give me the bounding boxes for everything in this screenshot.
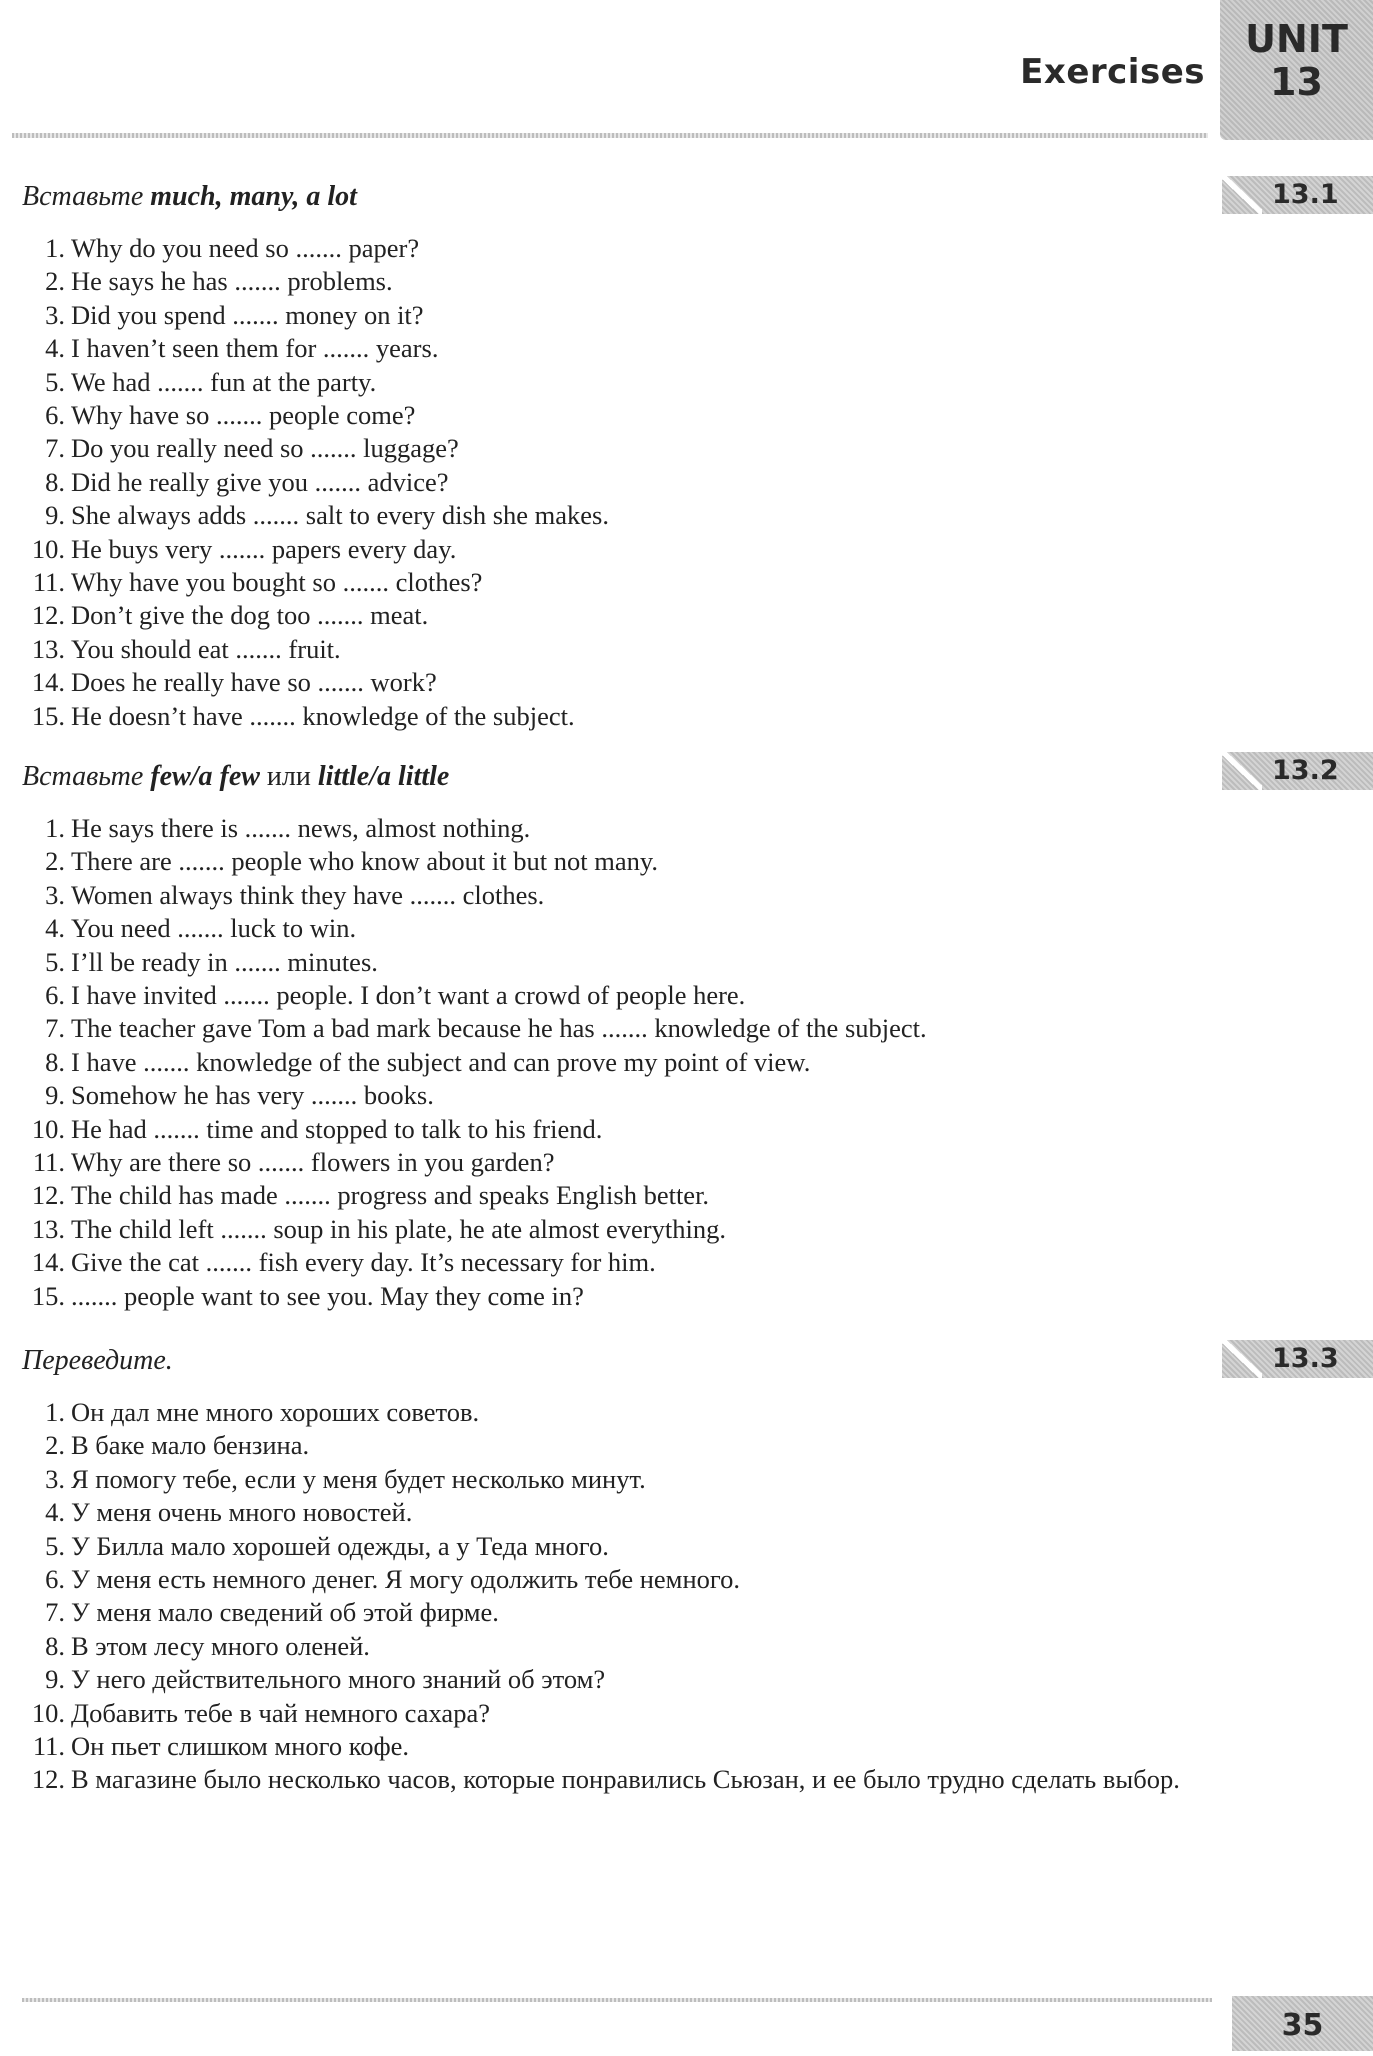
item-text: Why do you need so ....... paper? [71,233,420,263]
bottom-divider [22,1998,1212,2002]
item-number: 6. [45,980,65,1011]
item-number: 2. [45,266,65,297]
instruction-keywords-2: little/a little [317,761,450,792]
exercise-item [22,1697,1202,1730]
exercise-item [22,812,1202,845]
item-text: Do you really need so ....... luggage? [71,433,459,464]
exercise-item [22,946,1202,979]
item-number: 3. [45,879,65,910]
item-number: 7. [45,1013,65,1044]
item-number: 5. [45,1530,65,1561]
item-text: Don’t give the dog too ....... meat. [71,600,429,631]
item-text: Добавить тебе в чай немного сахара? [71,1697,490,1728]
exercise-tag-13-3: 13.3 [1222,1340,1373,1378]
exercise-instruction [22,1344,1202,1378]
item-text: The child left ....... soup in his plate, he ate almost everything. [71,1213,726,1244]
item-text: Why have you bought so ....... clothes? [71,567,483,598]
item-text: I’ll be ready in ....... minutes. [71,946,378,977]
exercise-instruction [22,760,1202,794]
item-number: 11. [32,1147,65,1178]
exercise-item [22,1012,1202,1045]
item-text: Did you spend ....... money on it? [71,299,424,330]
item-number: 11. [32,1731,65,1762]
item-number: 8. [45,1630,65,1661]
item-number: 13. [31,633,65,664]
page-title: Exercises [1020,52,1205,92]
instruction-keywords: few/a few [150,761,260,792]
item-number: 9. [45,1664,65,1695]
instruction-connector: или [266,761,311,792]
item-text: You should eat ....... fruit. [71,633,341,664]
unit-number: 13 [1270,60,1323,104]
exercise-item [22,1730,1202,1763]
instruction-prefix: Переведите. [22,1345,173,1376]
item-number: 8. [45,466,65,497]
exercise-item [22,1079,1202,1112]
item-number: 4. [45,333,65,364]
item-number: 7. [45,433,65,464]
item-text: У Билла мало хорошей одежды, а у Теда много. [71,1530,609,1561]
instruction-prefix: Вставьте [22,761,144,792]
item-number: 2. [45,846,65,877]
exercise-item [22,432,1202,465]
exercise-list [22,232,1202,733]
item-text: В баке мало бензина. [71,1430,310,1461]
item-text: You need ....... luck to win. [71,913,357,944]
item-number: 1. [45,813,65,843]
exercise-item [22,466,1202,499]
top-divider [12,133,1208,138]
item-text: Did he really give you ....... advice? [71,466,449,497]
instruction-prefix: Вставьте [22,181,144,212]
item-number: 2. [45,1430,65,1461]
exercise-item [22,1046,1202,1079]
item-number: 15. [31,700,65,731]
instruction-keywords: much, many, a lot [150,181,357,212]
exercise-item [22,1280,1202,1313]
item-text: She always adds ....... salt to every dish she makes. [71,500,609,531]
item-text: I haven’t seen them for ....... years. [71,333,439,364]
exercise-item [22,845,1202,878]
exercise-instruction [22,180,1202,214]
item-number: 6. [45,400,65,431]
unit-label: UNIT [1245,17,1348,61]
exercise-13-2 [22,760,1202,1313]
item-number: 12. [31,1180,65,1211]
item-number: 14. [31,667,65,698]
item-number: 10. [31,1697,65,1728]
item-text: I have invited ....... people. I don’t want a crowd of people here. [71,980,746,1011]
item-text: I have ....... knowledge of the subject and can prove my point of view. [71,1046,811,1077]
exercise-item [22,1530,1202,1563]
item-text: He buys very ....... papers every day. [71,533,457,564]
item-number: 12. [31,600,65,631]
item-number: 10. [31,1113,65,1144]
exercise-13-3 [22,1344,1202,1797]
item-text: Why are there so ....... flowers in you garden? [71,1147,555,1178]
exercise-item [22,265,1202,298]
exercise-item [22,1596,1202,1629]
exercise-item [22,1763,1202,1796]
exercise-item [22,700,1202,733]
page-number: 35 [1232,1996,1373,2051]
exercise-item [22,1396,1202,1429]
exercise-item [22,533,1202,566]
exercise-item [22,1463,1202,1496]
item-text: Give the cat ....... fish every day. It’s necessary for him. [71,1247,656,1278]
exercise-item [22,1663,1202,1696]
item-number: 14. [31,1247,65,1278]
item-text: The child has made ....... progress and speaks English better. [71,1180,710,1211]
exercise-item [22,499,1202,532]
item-number: 5. [45,946,65,977]
item-number: 3. [45,1463,65,1494]
item-text: He says he has ....... problems. [71,266,393,297]
item-number: 9. [45,1080,65,1111]
item-text: Somehow he has very ....... books. [71,1080,434,1111]
item-number: 1. [45,233,65,263]
item-number: 1. [45,1397,65,1427]
item-number: 10. [31,533,65,564]
exercise-item [22,366,1202,399]
item-number: 9. [45,500,65,531]
exercise-item [22,1179,1202,1212]
exercise-item [22,1429,1202,1462]
item-text: У меня очень много новостей. [71,1497,413,1528]
exercise-item [22,633,1202,666]
item-text: В магазине было несколько часов, которые понравились Сьюзан, и ее было трудно сделать выбор. [71,1764,1180,1795]
item-number: 3. [45,299,65,330]
item-text: Women always think they have ....... clothes. [71,879,545,910]
exercise-list [22,1396,1202,1797]
exercise-item [22,666,1202,699]
item-text: He says there is ....... news, almost nothing. [71,813,531,843]
exercise-item [22,1246,1202,1279]
exercise-tag-13-1: 13.1 [1222,176,1373,214]
item-number: 15. [31,1280,65,1311]
item-number: 13. [31,1213,65,1244]
item-text: The teacher gave Tom a bad mark because he has ....... knowledge of the subject. [71,1013,927,1044]
unit-badge [1220,0,1373,140]
item-text: Does he really have so ....... work? [71,667,437,698]
item-text: He doesn’t have ....... knowledge of the subject. [71,700,575,731]
exercise-item [22,566,1202,599]
exercise-item [22,912,1202,945]
exercise-item [22,1113,1202,1146]
exercise-list [22,812,1202,1313]
item-number: 5. [45,366,65,397]
exercise-item [22,1146,1202,1179]
item-text: ....... people want to see you. May they come in? [71,1280,584,1311]
exercise-item [22,1563,1202,1596]
exercise-item [22,879,1202,912]
item-text: Он пьет слишком много кофе. [71,1731,410,1762]
exercise-item [22,399,1202,432]
item-number: 7. [45,1597,65,1628]
item-number: 12. [31,1764,65,1795]
item-number: 4. [45,1497,65,1528]
exercise-item [22,232,1202,265]
item-text: He had ....... time and stopped to talk to his friend. [71,1113,603,1144]
exercise-item [22,1496,1202,1529]
exercise-item [22,1630,1202,1663]
item-text: There are ....... people who know about it but not many. [71,846,659,877]
item-text: Он дал мне много хороших советов. [71,1397,480,1427]
exercise-item [22,979,1202,1012]
item-text: У меня мало сведений об этой фирме. [71,1597,499,1628]
exercise-tag-13-2: 13.2 [1222,752,1373,790]
item-text: У него действительного много знаний об этом? [71,1664,606,1695]
item-number: 11. [32,567,65,598]
exercise-item [22,332,1202,365]
exercise-13-1 [22,180,1202,733]
exercise-item [22,299,1202,332]
item-text: Я помогу тебе, если у меня будет несколько минут. [71,1463,646,1494]
item-text: У меня есть немного денег. Я могу одолжить тебе немного. [71,1564,740,1595]
item-number: 8. [45,1046,65,1077]
item-number: 4. [45,913,65,944]
item-number: 6. [45,1564,65,1595]
exercise-item [22,599,1202,632]
item-text: В этом лесу много оленей. [71,1630,370,1661]
item-text: We had ....... fun at the party. [71,366,377,397]
item-text: Why have so ....... people come? [71,400,416,431]
exercise-item [22,1213,1202,1246]
